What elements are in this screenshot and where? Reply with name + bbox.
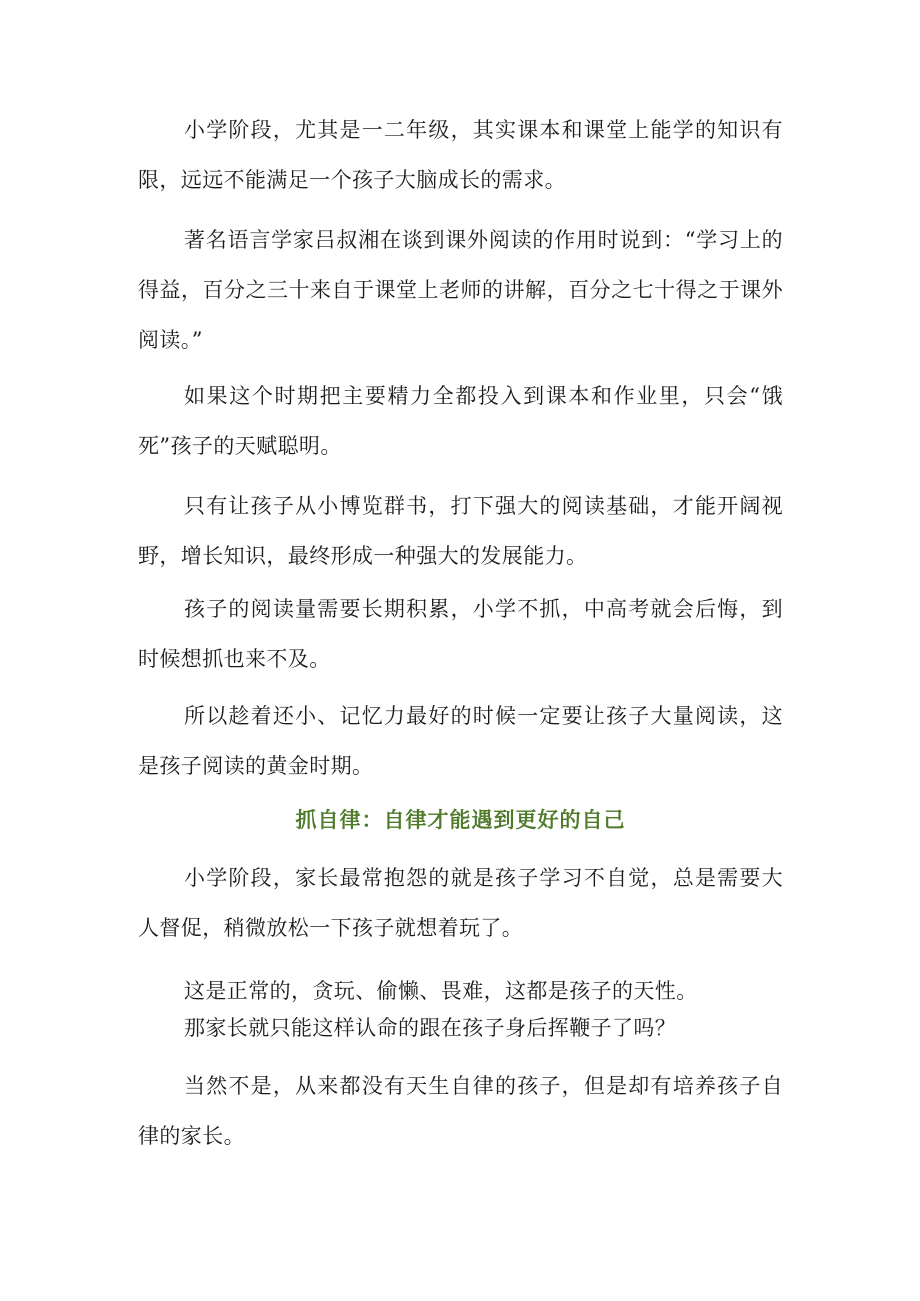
closing-paragraph: 当然不是，从来都没有天生自律的孩子，但是却有培养孩子自律的家长。 [138,1074,783,1148]
paragraph-1: 小学阶段，尤其是一二年级，其实课本和课堂上能学的知识有限，远远不能满足一个孩子大脑成长的需求。 [138,118,783,192]
paragraph-4: 只有让孩子从小博览群书，打下强大的阅读基础，才能开阔视野，增长知识，最终形成一种强大的发展能力。 [138,494,783,568]
paragraph-5: 孩子的阅读量需要长期积累，小学不抓，中高考就会后悔，到时候想抓也来不及。 [138,597,783,671]
section-paragraph-1: 小学阶段，家长最常抱怨的就是孩子学习不自觉，总是需要大人督促，稍微放松一下孩子就想着玩了。 [138,866,783,940]
paragraph-3: 如果这个时期把主要精力全都投入到课本和作业里，只会“饿死”孩子的天赋聪明。 [138,384,783,458]
plain-line-2: 那家长就只能这样认命的跟在孩子身后挥鞭子了吗？ [184,1016,677,1040]
plain-line-1: 这是正常的，贪玩、偷懒、畏难，这都是孩子的天性。 [184,979,698,1003]
paragraph-2: 著名语言学家吕叔湘在谈到课外阅读的作用时说到：“学习上的得益，百分之三十来自于课堂上老师的讲解，百分之七十得之于课外阅读。” [138,228,783,352]
paragraph-6: 所以趁着还小、记忆力最好的时候一定要让孩子大量阅读，这是孩子阅读的黄金时期。 [138,704,783,778]
section-heading: 抓自律：自律才能遇到更好的自己 [295,807,626,832]
